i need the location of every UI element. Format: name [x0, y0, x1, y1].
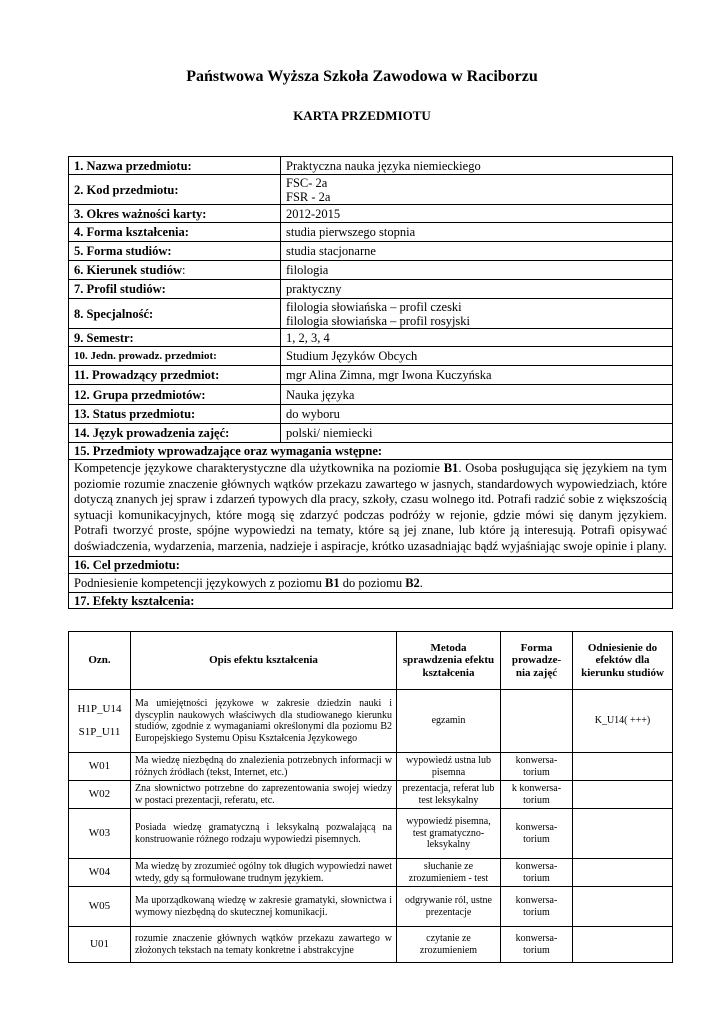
- school-name: Państwowa Wyższa Szkoła Zawodowa w Raciborzu: [186, 68, 538, 85]
- info-label: 8. Specjalność:: [69, 299, 281, 329]
- section-17-heading: 17. Efekty kształcenia:: [69, 593, 673, 609]
- info-value: filologia słowiańska – profil czeski: [286, 299, 462, 314]
- outcome-reference: [573, 859, 673, 887]
- outcome-method: czytanie ze zrozumieniem: [397, 927, 501, 963]
- info-value: studia pierwszego stopnia: [281, 223, 673, 242]
- outcome-method: egzamin: [397, 690, 501, 753]
- outcome-description: Posiada wiedzę gramatyczną i leksykalną pozwalającą na konstruowanie różnego rodzaju wypowiedzi pisemnych.: [131, 809, 397, 859]
- info-value: mgr Alina Zimna, mgr Iwona Kuczyńska: [281, 366, 673, 385]
- course-info-table: [68, 156, 673, 609]
- info-label: 6. Kierunek studiów: [74, 263, 183, 277]
- table-row: [69, 753, 673, 781]
- outcome-form: konwersa-torium: [501, 809, 573, 859]
- table-row: [69, 809, 673, 859]
- info-label: 14. Język prowadzenia zajęć:: [69, 424, 281, 443]
- outcome-form: konwersa-torium: [501, 859, 573, 887]
- outcome-form: konwersa-torium: [501, 927, 573, 963]
- outcome-reference: [573, 809, 673, 859]
- table-row: [69, 690, 673, 753]
- outcome-code: U01: [69, 927, 131, 963]
- info-label: 1. Nazwa przedmiotu:: [69, 157, 281, 175]
- section-16-heading: 16. Cel przedmiotu:: [69, 557, 673, 574]
- info-value: filologia słowiańska – profil rosyjski: [286, 313, 471, 328]
- info-label-colon: :: [182, 263, 186, 277]
- info-value: praktyczny: [281, 280, 673, 299]
- column-header-form: Forma prowadze-nia zajęć: [501, 632, 573, 690]
- table-row: [69, 887, 673, 927]
- info-value: Praktyczna nauka języka niemieckiego: [281, 157, 673, 175]
- info-label: 10. Jedn. prowadz. przedmiot:: [69, 347, 281, 366]
- outcome-form: konwersa-torium: [501, 887, 573, 927]
- info-value: FSR - 2a: [286, 189, 331, 204]
- outcome-description: Ma umiejętności językowe w zakresie dziedzin nauki i dyscyplin naukowych właściwych dla studiowanego kierunku studiów, zgodnie z wymaganiami określonymi dla poziomu B2 Europejskiego Systemu Opisu Kształcenia Językowego: [131, 690, 397, 753]
- column-header-method: Metoda sprawdzenia efektu kształcenia: [397, 632, 501, 690]
- learning-outcomes-table: [68, 631, 673, 963]
- outcome-description: rozumie znaczenie głównych wątków przekazu zawartego w złożonych tekstach na tematy konkretne i abstrakcyjne: [131, 927, 397, 963]
- info-value: filologia: [281, 261, 673, 280]
- info-label: 9. Semestr:: [69, 329, 281, 347]
- section-15-text: Kompetencje językowe charakterystyczne dla użytkownika na poziomie B1. Osoba posługująca się językiem na tym poziomie rozumie znaczenie głównych wątków przekazu zawartego w jasnych, standardowych wypowiedziach, które dotyczą znanych jej spraw i zdarzeń typowych dla pracy, szkoły, czasu wolnego itd. Potrafi radzić sobie z większością sytuacji komunikacyjnych, które mogą się zdarzyć podczas podróży w rejonie, gdzie mówi się danym językiem. Potrafi tworzyć proste, spójne wypowiedzi na tematy, które są jej znane, lub które ją interesują. Potrafi opisywać doświadczenia, wydarzenia, marzenia, nadzieje i aspiracje, krótko uzasadniając bądź wyjaśniając swoje opinie i plany.: [69, 460, 673, 557]
- info-label: 13. Status przedmiotu:: [69, 405, 281, 424]
- outcome-description: Ma uporządkowaną wiedzę w zakresie gramatyki, słownictwa i wymowy niezbędną do skutecznej komunikacji.: [131, 887, 397, 927]
- outcome-reference: K_U14( +++): [573, 690, 673, 753]
- info-label: 4. Forma kształcenia:: [69, 223, 281, 242]
- info-value: Nauka języka: [281, 385, 673, 405]
- outcome-form: [501, 690, 573, 753]
- table-row: [69, 781, 673, 809]
- table-row: [69, 927, 673, 963]
- outcome-method: prezentacja, referat lub test leksykalny: [397, 781, 501, 809]
- outcome-code: W04: [69, 859, 131, 887]
- document-title: KARTA PRZEDMIOTU: [293, 108, 431, 123]
- outcome-code: W02: [69, 781, 131, 809]
- info-value: do wyboru: [281, 405, 673, 424]
- outcome-reference: [573, 753, 673, 781]
- outcome-method: odgrywanie ról, ustne prezentacje: [397, 887, 501, 927]
- info-value: Studium Języków Obcych: [281, 347, 673, 366]
- outcome-description: Ma wiedzę by zrozumieć ogólny tok długich wypowiedzi nawet wtedy, gdy są formułowane trudnym językiem.: [131, 859, 397, 887]
- outcome-method: słuchanie ze zrozumieniem - test: [397, 859, 501, 887]
- info-label: 11. Prowadzący przedmiot:: [69, 366, 281, 385]
- info-label: 2. Kod przedmiotu:: [69, 175, 281, 205]
- info-value: studia stacjonarne: [281, 242, 673, 261]
- column-header-reference: Odniesienie do efektów dla kierunku studiów: [573, 632, 673, 690]
- outcome-reference: [573, 781, 673, 809]
- outcome-code: W03: [69, 809, 131, 859]
- info-value: 2012-2015: [281, 205, 673, 223]
- outcome-form: konwersa-torium: [501, 753, 573, 781]
- info-label: 3. Okres ważności karty:: [69, 205, 281, 223]
- info-label: 7. Profil studiów:: [69, 280, 281, 299]
- outcome-method: wypowiedź ustna lub pisemna: [397, 753, 501, 781]
- info-label: 12. Grupa przedmiotów:: [69, 385, 281, 405]
- outcome-method: wypowiedź pisemna, test gramatyczno-leksykalny: [397, 809, 501, 859]
- outcome-reference: [573, 887, 673, 927]
- info-label: 5. Forma studiów:: [69, 242, 281, 261]
- info-value: FSC- 2a: [286, 175, 328, 190]
- info-value: 1, 2, 3, 4: [281, 329, 673, 347]
- column-header-code: Ozn.: [69, 632, 131, 690]
- outcome-reference: [573, 927, 673, 963]
- outcome-description: Zna słownictwo potrzebne do zaprezentowania swojej wiedzy w postaci prezentacji, referatu, etc.: [131, 781, 397, 809]
- outcome-code: W05: [69, 887, 131, 927]
- outcome-form: k konwersa-torium: [501, 781, 573, 809]
- outcome-code: H1P_U14 S1P_U11: [69, 690, 131, 753]
- outcome-code: W01: [69, 753, 131, 781]
- section-16-text: Podniesienie kompetencji językowych z poziomu B1 do poziomu B2.: [69, 574, 673, 593]
- info-value: polski/ niemiecki: [281, 424, 673, 443]
- table-row: [69, 859, 673, 887]
- outcome-description: Ma wiedzę niezbędną do znalezienia potrzebnych informacji w różnych źródłach (tekst, Internet, etc.): [131, 753, 397, 781]
- column-header-description: Opis efektu kształcenia: [131, 632, 397, 690]
- section-15-heading: 15. Przedmioty wprowadzające oraz wymagania wstępne:: [69, 443, 673, 460]
